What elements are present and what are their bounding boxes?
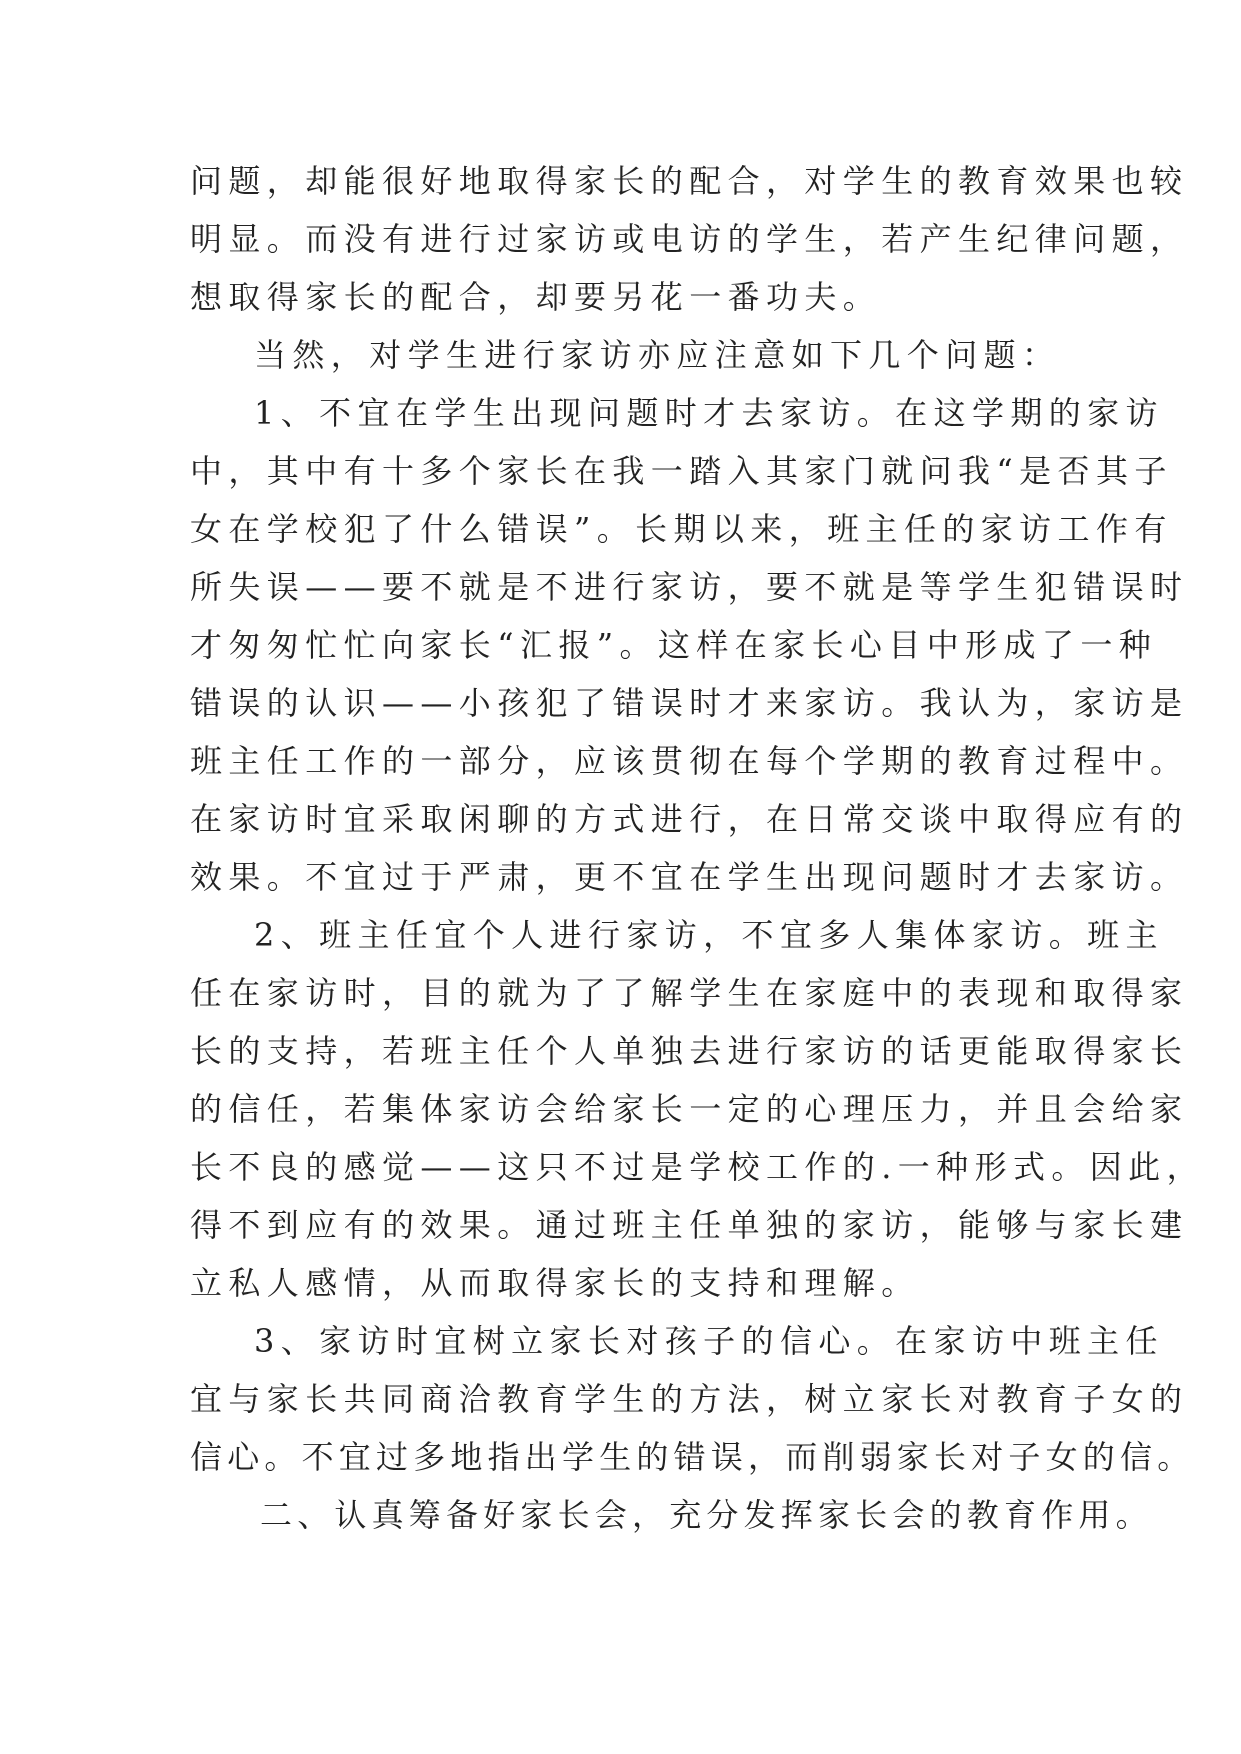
text-line: 所失误——要不就是不进行家访，要不就是等学生犯错误时 xyxy=(190,568,1189,606)
text-line: 宜与家长共同商洽教育学生的方法，树立家长对教育子女的 xyxy=(190,1380,1189,1418)
text-line: 长不良的感觉——这只不过是学校工作的.一种形式。因此， xyxy=(190,1148,1205,1186)
text-line: 任在家访时，目的就为了了解学生在家庭中的表现和取得家 xyxy=(190,974,1189,1012)
text-line: 当然，对学生进行家访亦应注意如下几个问题： xyxy=(254,336,1061,374)
text-line: 问题，却能很好地取得家长的配合，对学生的教育效果也较 xyxy=(190,162,1189,200)
text-line: 的信任，若集体家访会给家长一定的心理压力，并且会给家 xyxy=(190,1090,1189,1128)
text-line: 2、班主任宜个人进行家访，不宜多人集体家访。班主 xyxy=(254,916,1164,954)
text-line: 效果。不宜过于严肃，更不宜在学生出现问题时才去家访。 xyxy=(190,858,1189,896)
text-line: 错误的认识——小孩犯了错误时才来家访。我认为，家访是 xyxy=(190,684,1189,722)
text-line: 班主任工作的一部分，应该贯彻在每个学期的教育过程中。 xyxy=(190,742,1189,780)
section-heading: 二、认真筹备好家长会，充分发挥家长会的教育作用。 xyxy=(260,1496,1153,1534)
text-line: 在家访时宜采取闲聊的方式进行，在日常交谈中取得应有的 xyxy=(190,800,1189,838)
text-line: 得不到应有的效果。通过班主任单独的家访，能够与家长建 xyxy=(190,1206,1189,1244)
text-line: 立私人感情，从而取得家长的支持和理解。 xyxy=(190,1264,920,1302)
text-line: 3、家访时宜树立家长对孩子的信心。在家访中班主任 xyxy=(254,1322,1164,1360)
text-line: 长的支持，若班主任个人单独去进行家访的话更能取得家长 xyxy=(190,1032,1189,1070)
text-line: 信心。不宜过多地指出学生的错误，而削弱家长对子女的信。 xyxy=(190,1438,1195,1476)
document-body xyxy=(190,152,1205,1544)
text-line: 1、不宜在学生出现问题时才去家访。在这学期的家访 xyxy=(254,394,1164,432)
text-line: 想取得家长的配合，却要另花一番功夫。 xyxy=(190,278,882,316)
text-line: 中，其中有十多个家长在我一踏入其家门就问我“是否其子 xyxy=(190,452,1173,490)
text-line: 明显。而没有进行过家访或电访的学生，若产生纪律问题， xyxy=(190,220,1189,258)
text-line: 才匆匆忙忙向家长“汇报”。这样在家长心目中形成了一种 xyxy=(190,626,1158,664)
text-line: 女在学校犯了什么错误”。长期以来，班主任的家访工作有 xyxy=(190,510,1173,548)
